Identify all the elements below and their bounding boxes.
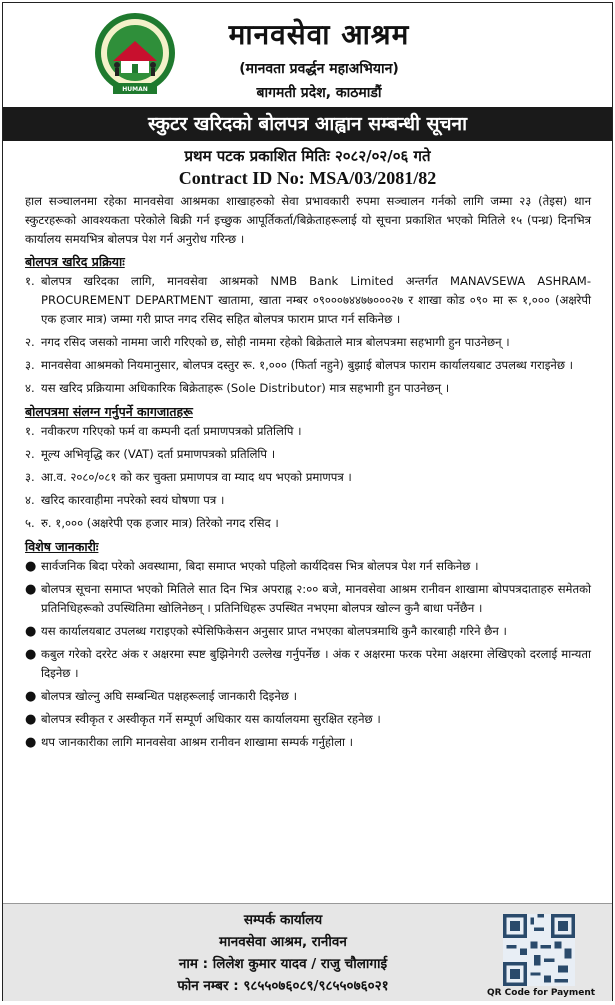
item-text: बोलपत्र खोल्नु अघि सम्बन्धित पक्षहरूलाई जानकारी दिइनेछ । <box>41 689 297 703</box>
procedure-item <box>25 379 591 398</box>
item-number: ५. <box>25 516 35 530</box>
special-item <box>25 580 591 618</box>
item-text: बोलपत्र स्वीकृत र अस्वीकृत गर्ने सम्पूर्ण अधिकार यस कार्यालयमा सुरक्षित रहनेछ । <box>41 712 381 726</box>
special-item <box>25 710 591 729</box>
item-text: मूल्य अभिवृद्धि कर (VAT) दर्ता प्रमाणपत्रको प्रतिलिपि । <box>41 447 276 461</box>
item-number: २. <box>25 447 35 461</box>
ashram-logo <box>91 11 179 99</box>
bullet-icon: ● <box>25 689 37 704</box>
item-text: थप जानकारीका लागि मानवसेवा आश्रम रानीवन शाखामा सम्पर्क गर्नुहोला । <box>41 735 354 749</box>
notice-body <box>25 192 591 756</box>
item-number: ३. <box>25 358 35 372</box>
item-number: ३. <box>25 470 35 484</box>
item-text: सार्वजनिक बिदा परेको अवस्थामा, बिदा समाप्त भएको पहिलो कार्यदिवस भित्र बोलपत्र पेश गर्न सकिनेछ । <box>41 559 479 573</box>
item-number: ४. <box>25 381 35 395</box>
item-text: खरिद कारवाहीमा नपरेको स्वयं घोषणा पत्र । <box>41 493 225 507</box>
procedure-title: बोलपत्र खरिद प्रक्रियाः <box>25 254 125 269</box>
item-text: कबुल गरेको दररेट अंक र अक्षरमा स्पष्ट बुझिनेगरी उल्लेख गर्नुपर्नेछ । अंक र अक्षरमा फरक परेमा अक्षरमा लेखिएको दरलाई मान्यता दिइनेछ । <box>41 647 591 680</box>
contract-id: Contract ID No: MSA/03/2081/82 <box>178 168 437 188</box>
contact-office: मानवसेवा आश्रम, रानीवन <box>219 934 347 950</box>
item-text: नवीकरण गरिएको फर्म वा कम्पनी दर्ता प्रमाणपत्रको प्रतिलिपि । <box>41 424 302 438</box>
document-item <box>25 491 591 510</box>
intro-paragraph: हाल सञ्चालनमा रहेका मानवसेवा आश्रमका शाखाहरुको सेवा प्रभावकारी रुपमा सञ्चालन गर्नको लागि जम्मा २३ (तेइस) थान स्कुटरहरूको आवश्यकता परेकोले बिक्री गर्न इच्छुक आपूर्तिकर्ता/बिक्रेताहरूलाई यो सूचना प्रकाशित भएको मितिले १५ (पन्ध्र) दिनभित्र कार्यालय समयभित्र बोलपत्र पेश गर्न अनुरोध गरिन्छ । <box>25 194 591 246</box>
documents-title: बोलपत्रमा संलग्न गर्नुपर्ने कागजातहरू <box>25 404 193 419</box>
contact-phone: फोन नम्बर : ९८५५०७६०८९/९८५५०७६०२१ <box>177 978 389 994</box>
bullet-icon: ● <box>25 559 37 574</box>
qr-label: QR Code for Payment <box>486 988 596 998</box>
org-subtitle: (मानवता प्रवर्द्धन महाअभियान) <box>239 61 399 77</box>
procedure-item <box>25 272 591 329</box>
document-item <box>25 422 591 441</box>
item-number: ४. <box>25 493 35 507</box>
notice-banner: स्कुटर खरिदको बोलपत्र आह्वान सम्बन्धी सूचना <box>3 107 612 141</box>
org-location: बागमती प्रदेश, काठमाडौं <box>256 85 382 101</box>
bullet-icon: ● <box>25 735 37 750</box>
notice-page <box>2 2 613 1001</box>
payment-qr-code <box>503 914 575 986</box>
special-item <box>25 687 591 706</box>
special-item <box>25 622 591 641</box>
special-item <box>25 733 591 752</box>
item-number: १. <box>25 274 35 288</box>
contact-footer <box>3 903 612 1001</box>
item-number: २. <box>25 335 35 349</box>
document-item <box>25 514 591 533</box>
document-item <box>25 445 591 464</box>
svg-text:HUMAN: HUMAN <box>122 86 148 93</box>
document-item <box>25 468 591 487</box>
contact-heading: सम्पर्क कार्यालय <box>243 912 323 928</box>
procedure-item <box>25 356 591 375</box>
bullet-icon: ● <box>25 647 37 662</box>
bullet-icon: ● <box>25 582 37 597</box>
item-text: यस खरिद प्रक्रियामा अधिकारिक बिक्रेताहरू (Sole Distributor) मात्र सहभागी हुन पाउनेछन् । <box>41 381 450 395</box>
item-text: बोलपत्र खरिदका लागि, मानवसेवा आश्रमको NMB Bank Limited अन्तर्गत MANAVSEWA ASHRAM-PROCUREMENT DEPARTMENT खातामा, खाता नम्बर ०९०००७४४७७०००२७ र शाखा कोड ०९० मा रू १,००० (अक्षरेपी एक हजार मात्र) जम्मा गरी प्राप्त नगद रसिद सहित बोलपत्र फाराम प्राप्त गर्न सकिनेछ । <box>41 274 591 326</box>
item-text: बोलपत्र सूचना समाप्त भएको मितिले सात दिन भित्र अपराह्न २:०० बजे, मानवसेवा आश्रम रानीवन शाखामा बोपपत्रदाताहरु समेतको प्रतिनिधिहरूको उपस्थितिमा खोलिनेछन् । प्रतिनिधिहरू उपस्थित नभएमा बोलपत्र खोल्न कुनै बाधा पर्नेछैन । <box>41 582 591 615</box>
special-title: विशेष जानकारीः <box>25 539 99 554</box>
item-text: यस कार्यालयबाट उपलब्ध गराइएको स्पेसिफिकेसन अनुसार प्राप्त नभएका बोलपत्रमाथि कुनै कारबाही गरिने छैन । <box>41 624 507 638</box>
special-item <box>25 645 591 683</box>
item-text: मानवसेवा आश्रमको नियमानुसार, बोलपत्र दस्तुर रू. १,००० (फिर्ता नहुने) बुझाई बोलपत्र फाराम कार्यालयबाट उपलब्ध गराइनेछ । <box>41 358 574 372</box>
header <box>3 3 612 105</box>
bullet-icon: ● <box>25 712 37 727</box>
org-title: मानवसेवा आश्रम <box>228 18 410 51</box>
item-text: नगद रसिद जसको नाममा जारी गरिएको छ, सोही नाममा रहेको बिक्रेताले मात्र बोलपत्रमा सहभागी हुन पाउनेछन् । <box>41 335 510 349</box>
bullet-icon: ● <box>25 624 37 639</box>
publish-date: प्रथम पटक प्रकाशित मितिः २०८२/०२/०६ गते <box>184 147 431 165</box>
item-number: १. <box>25 424 35 438</box>
special-item <box>25 557 591 576</box>
contact-names: नाम : लिलेश कुमार यादव / राजु चौलागाई <box>178 956 388 972</box>
procedure-item <box>25 333 591 352</box>
item-text: आ.व. २०८०/०८१ को कर चुक्ता प्रमाणपत्र वा म्याद थप भएको प्रमाणपत्र । <box>41 470 352 484</box>
item-text: रु. १,००० (अक्षरेपी एक हजार मात्र) तिरेको नगद रसिद । <box>41 516 279 530</box>
